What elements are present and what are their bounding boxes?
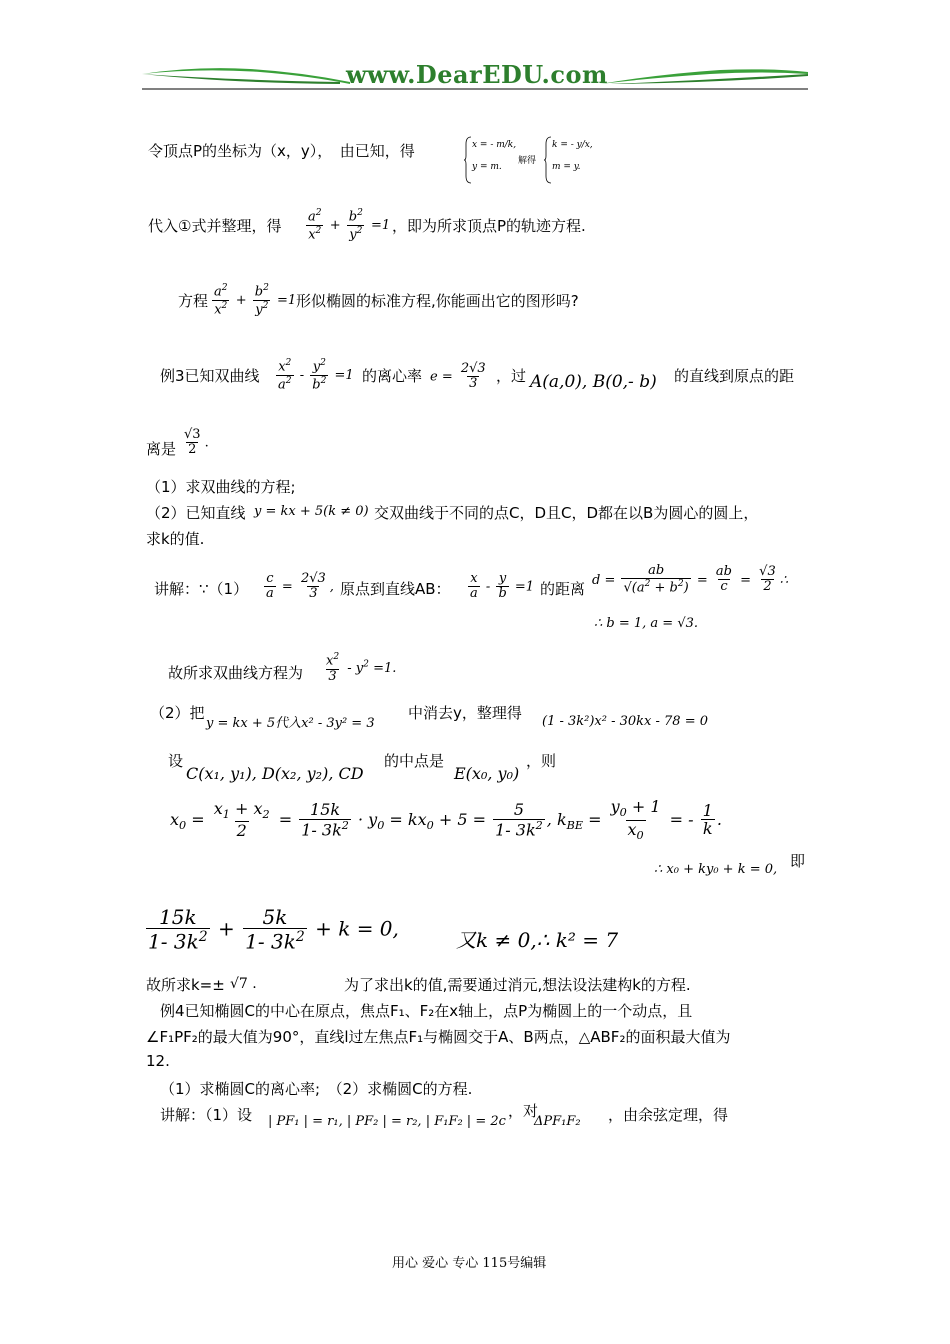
ex3-q2b: 交双曲线于不同的点C，D且C，D都在以B为圆心的圆上， <box>374 504 759 522</box>
sol3-d-mid: 的中点是 <box>384 752 445 770</box>
sol3-a-res: ∴ b = 1, a = √3. <box>594 616 699 631</box>
sys2b: m = y. <box>552 162 581 172</box>
sol3-a-pre: 讲解：∵（1） <box>154 580 249 598</box>
left-brace-icon-2 <box>544 136 552 184</box>
ex3-mid2: ，过 <box>496 367 527 385</box>
ex4-s-post: ，由余弦定理，得 <box>608 1106 729 1124</box>
sol3-d-pre: 设 <box>168 752 184 770</box>
sol3-d-post: ，则 <box>526 752 557 770</box>
sol3-c-mid: 中消去y，整理得 <box>408 704 522 722</box>
sol3-hyperbola-result: $\frac{x^2}{3}$ - $y^2 =1$. <box>326 652 397 684</box>
ex4-q: （1）求椭圆C的离心率; （2）求椭圆C的方程. <box>160 1080 473 1098</box>
sys1b: y = m. <box>472 162 502 172</box>
p3-pre: 方程 <box>178 292 209 310</box>
p1-text: 令顶点P的坐标为（x，y）， 由已知，得 <box>148 142 415 160</box>
p1-system-formula <box>464 136 614 186</box>
ex3-eccentricity-formula: e = $\frac{2√3}{3}$ <box>430 361 486 392</box>
ex4-l2: ∠F₁PF₂的最大值为90°，直线l过左焦点F₁与椭圆交于A、B两点，△ABF₂的面积最大值为 <box>146 1028 731 1046</box>
ex3-q2eq: y = kx + 5(k ≠ 0) <box>254 504 369 519</box>
sol3-d-pt: E(x₀, y₀) <box>454 764 520 783</box>
sqrt7-formula: √7 . <box>230 976 257 992</box>
sol3-c-pre: （2）把 <box>150 704 205 722</box>
p2-pre: 代入①式并整理，得 <box>148 217 282 235</box>
ex3-q1: （1）求双曲线的方程; <box>146 478 296 496</box>
ex3-hyperbola-formula: $\frac{x^2}{a^2}$ - $\frac{y^2}{b^2}$ =1 <box>278 358 354 392</box>
ex3-points: A(a,0), B(0,- b) <box>530 372 657 392</box>
ex4-s-pre: 讲解：（1）设 <box>160 1106 253 1124</box>
ex3-mid1: 的离心率 <box>362 367 423 385</box>
ex3-q2c: 求k的值. <box>146 530 205 548</box>
p2-post: ，即为所求顶点P的轨迹方程. <box>392 217 586 235</box>
sol3-d-pts: C(x₁, y₁), D(x₂, y₂), CD <box>186 764 364 783</box>
ex3-distance-formula: $\frac{√3}{2}$ . <box>184 427 209 458</box>
sol3-g-mid: 又k ≠ 0,∴ k² = 7 <box>456 928 619 952</box>
sol3-f-eq: ∴ x₀ + ky₀ + k = 0, <box>654 862 778 877</box>
page-footer: 用心 爱心 专心 115号编辑 <box>392 1256 547 1271</box>
sol3-h-note: 为了求出k的值,需要通过消元,想法设法建构k的方程. <box>344 976 691 994</box>
ex3-post: 的直线到原点的距 <box>674 367 795 385</box>
sol3-k-equation: $\frac{15k}{1- 3k^2}$ + $\frac{5k}{1- 3k^2}$ + k = 0, <box>148 905 399 954</box>
left-brace-icon <box>464 136 472 184</box>
ex4-l3: 12. <box>146 1052 170 1070</box>
header-banner <box>140 60 810 96</box>
sol3-distance-formula: d = $\frac{ab}{√(a^2 + b^2)}$ = $\frac{ab}{c}$ = $\frac{√3}{2}$ ∴ <box>592 563 789 596</box>
p2-formula: $\frac{a^2}{x^2}$ + $\frac{b^2}{y^2}$ =1 <box>308 208 391 242</box>
p3-post: 形似椭圆的标准方程,你能画出它的图形吗? <box>296 292 579 310</box>
sol3-c-over-a-formula: $\frac{c}{a}$ = $\frac{2√3}{3}$ , <box>266 571 334 602</box>
sys2a: k = - y/x, <box>552 140 593 150</box>
ex4-s-eq: | PF₁ | = r₁, | PF₂ | = r₂, | F₁F₂ | = 2c <box>268 1114 506 1129</box>
sol3-h-pre: 故所求k=± <box>146 976 225 994</box>
sol3-f-post: 即 <box>790 852 806 870</box>
sol3-c-eq2: (1 - 3k²)x² - 30kx - 78 = 0 <box>542 714 709 729</box>
sol3-c-eq1: y = kx + 5代入x² - 3y² = 3 <box>206 716 375 731</box>
ex4-s-mid: ，对 <box>508 1102 539 1120</box>
sol3-line-ab-formula: $\frac{x}{a}$ - $\frac{y}{b}$ =1 <box>470 571 535 602</box>
ex3-line2: 离是 <box>146 440 177 458</box>
sol3-a-mid: 原点到直线AB： <box>340 580 451 598</box>
sys-mid: 解得 <box>518 156 537 166</box>
ex3-q2a: （2）已知直线 <box>146 504 246 522</box>
sol3-midpoint-formula: $x_0$ = $\frac{x_1 + x_2}{2}$ = $\frac{15k}{1- 3k^2}$ · $y_0 = kx_0 + 5$ = $\frac{5}{1- 3k^2}$ , $k_{BE}$ = $\frac{y_0 + 1}{x_0}$ = - $\frac{1}{k}$ . <box>170 797 722 842</box>
ex4-l1: 例4已知椭圆C的中心在原点，焦点F₁、F₂在x轴上，点P为椭圆上的一个动点，且 <box>160 1002 693 1020</box>
ex4-s-tri: ΔPF₁F₂ <box>534 1114 581 1129</box>
sol3-a-mid2: 的距离 <box>540 580 586 598</box>
ex3-pre: 例3已知双曲线 <box>160 367 260 385</box>
sol3-b-text: 故所求双曲线方程为 <box>168 664 304 682</box>
p3-formula: $\frac{a^2}{x^2}$ + $\frac{b^2}{y^2}$ =1 <box>214 283 297 317</box>
header-site-title: www.DearEDU.com <box>346 60 608 89</box>
sys1a: x = - m/k, <box>472 140 517 150</box>
